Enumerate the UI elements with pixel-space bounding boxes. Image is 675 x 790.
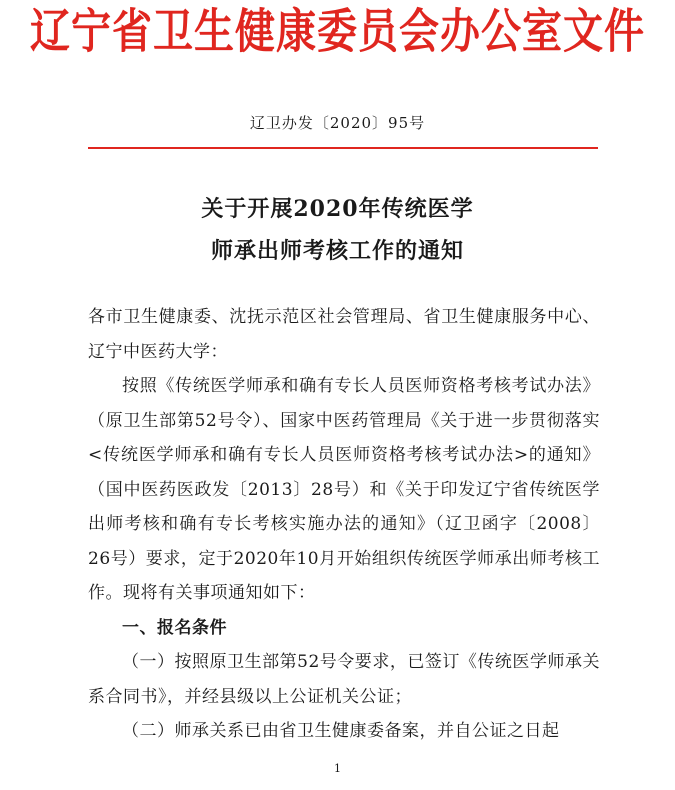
addressee-paragraph: 各市卫生健康委、沈抚示范区社会管理局、省卫生健康服务中心、辽宁中医药大学： [88, 307, 600, 362]
intro-paragraph: 按照《传统医学师承和确有专长人员医师资格考核考试办法》（原卫生部第52号令）、国家中医药管理局《关于进一步贯彻落实<传统医学师承和确有专长人员医师资格考核考试办法>的通知》（国中医药医政发〔2013〕28号）和《关于印发辽宁省传统医学出师考核和确有专长考核实施办法的通知》（辽卫函字〔2008〕26号）要求，定于2020年10月开始组织传统医学师承出师考核工作。现将有关事项通知如下： [88, 376, 600, 603]
page-number: 1 [334, 762, 341, 775]
issuer-header-title: 辽宁省卫生健康委员会办公室文件 [30, 5, 645, 60]
notice-title [0, 188, 675, 272]
red-divider-line [88, 147, 598, 149]
notice-title-line-1: 关于开展2020年传统医学 [201, 196, 474, 222]
notice-body [88, 300, 600, 749]
notice-title-line-2: 师承出师考核工作的通知 [210, 238, 464, 264]
section-heading-1: 一、报名条件 [122, 617, 227, 638]
document-number: 辽卫办发〔2020〕95号 [249, 114, 426, 132]
condition-item-2: （二）师承关系已由省卫生健康委备案，并自公证之日起 [122, 721, 560, 741]
condition-item-1: （一）按照原卫生部第52号令要求，已签订《传统医学师承关系合同书》，并经县级以上公证机关公证； [88, 652, 600, 707]
